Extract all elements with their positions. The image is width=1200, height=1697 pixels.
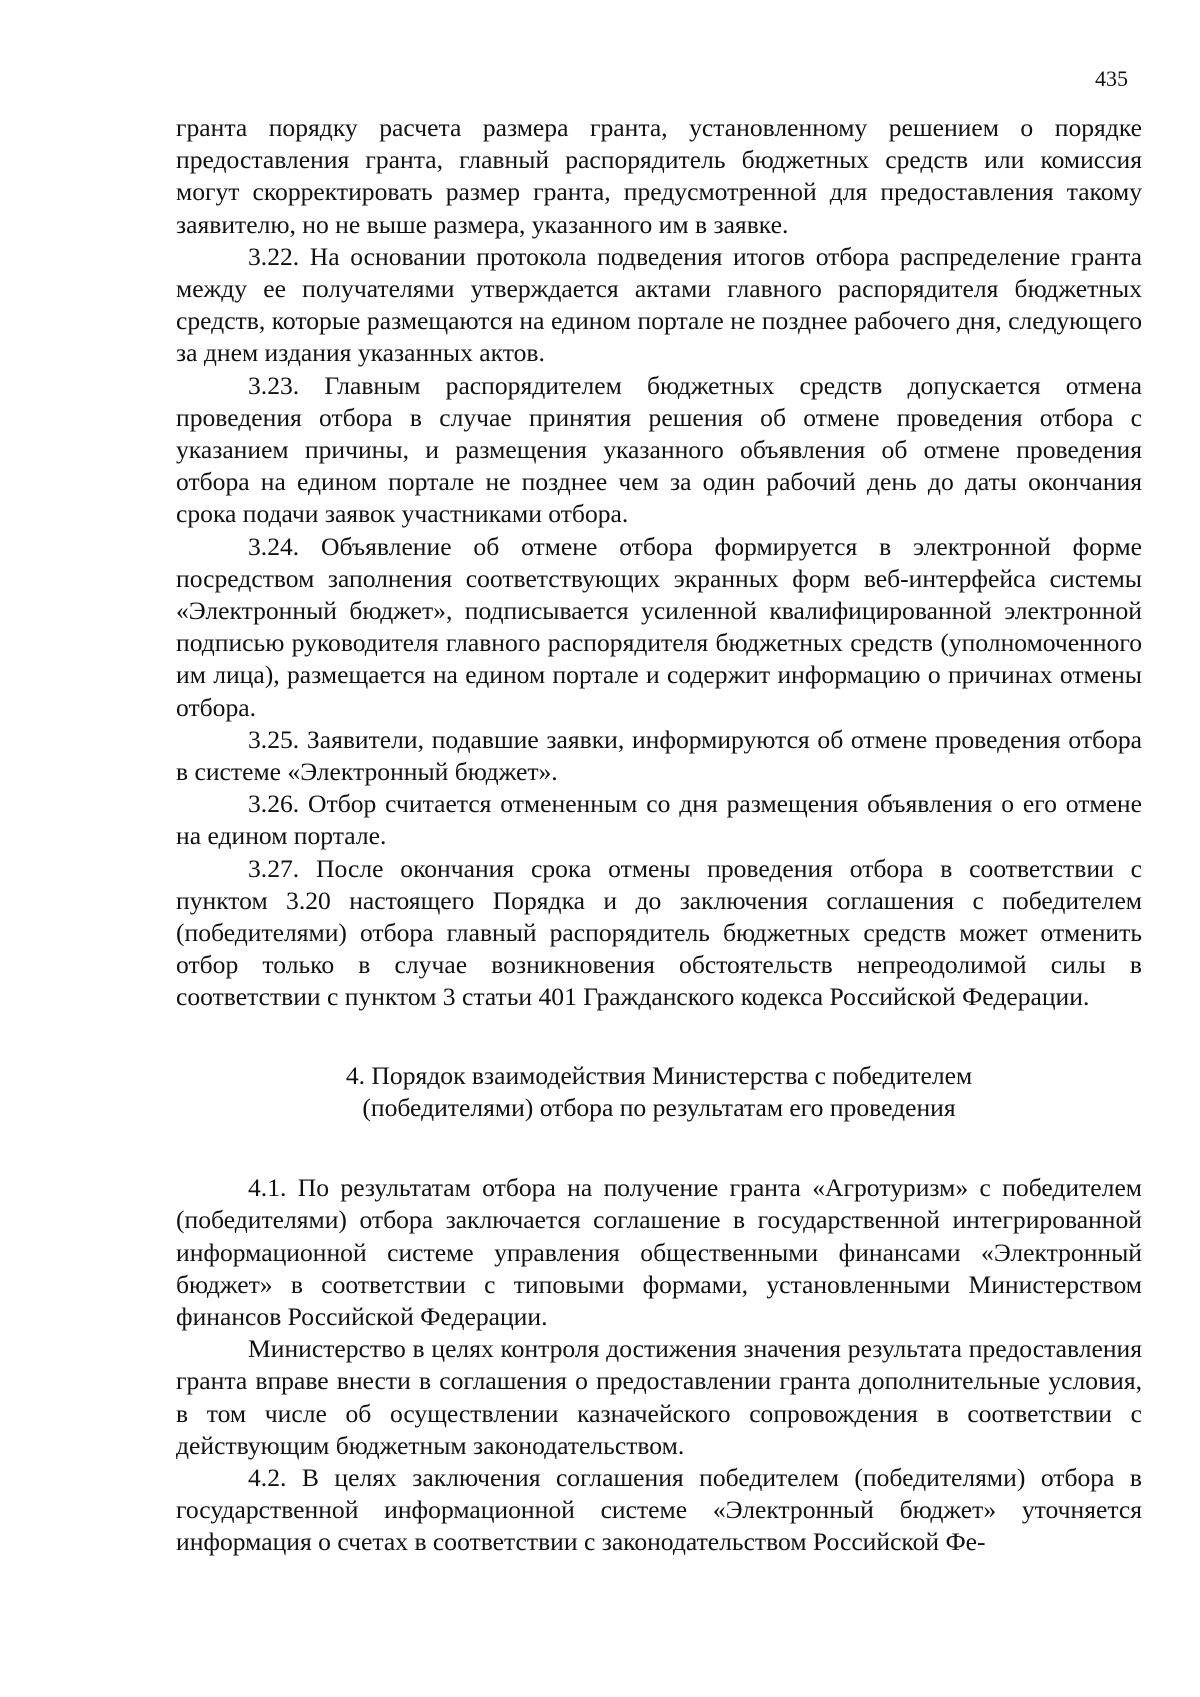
section-3-paragraphs — [176, 112, 1142, 1014]
paragraph-3-24: 3.24. Объявление об отмене отбора формируется в электронной форме посредством заполнения соответствующих экранных форм веб-интерфейса системы «Электронный бюджет», подписывается усиленной квалифицированной электронной подписью руководителя главного распорядителя бюджетных средств (уполномоченного им лица), размещается на едином портале и содержит информацию о причинах отмены отбора. — [176, 531, 1142, 722]
section-4-heading-line-2: (победителями) отбора по результатам его проведения — [362, 1092, 956, 1122]
document-body — [176, 112, 1142, 1559]
paragraph-4-2: 4.2. В целях заключения соглашения победителем (победителями) отбора в государственной информационной системе «Электронный бюджет» уточняется информация о счетах в соответствии с законодательством Российской Фе- — [176, 1462, 1142, 1557]
paragraph-3-26: 3.26. Отбор считается отмененным со дня размещения объявления о его отмене на едином портале. — [176, 789, 1142, 851]
paragraph-continuation: гранта порядку расчета размера гранта, установленному решением о порядке предоставления гранта, главный распорядитель бюджетных средств или комиссия могут скорректировать размер гранта, предусмотренной для предоставления такому заявителю, но не выше размера, указанного им в заявке. — [176, 113, 1142, 239]
section-4-heading — [176, 1060, 1142, 1124]
paragraph-3-27: 3.27. После окончания срока отмены проведения отбора в соответствии с пунктом 3.20 настоящего Порядка и до заключения соглашения с победителем (победителями) отбора главный распорядитель бюджетных средств может отменить отбор только в случае возникновения обстоятельств непреодолимой силы в соответствии с пунктом 3 статьи 401 Гражданского кодекса Российской Федерации. — [176, 853, 1142, 1012]
section-4-heading-line-1: 4. Порядок взаимодействия Министерства с победителем — [345, 1060, 973, 1090]
paragraph-3-25: 3.25. Заявители, подавшие заявки, информируются об отмене проведения отбора в системе «Электронный бюджет». — [176, 724, 1142, 787]
page-number: 435 — [1095, 66, 1128, 91]
paragraph-4-1: 4.1. По результатам отбора на получение гранта «Агротуризм» с победителем (победителями) отбора заключается соглашение в государственной интегрированной информационной системе управления общественными финансами «Электронный бюджет» в соответствии с типовыми формами, установленными Министерством финансов Российской Федерации. — [176, 1173, 1142, 1331]
section-4-paragraphs — [176, 1172, 1142, 1558]
paragraph-ministry-conditions: Министерство в целях контроля достижения значения результата предоставления гранта вправе внести в соглашения о предоставлении гранта дополнительные условия, в том числе об осуществлении казначейского сопровождения в соответствии с действующим бюджетным законодательством. — [176, 1334, 1142, 1460]
paragraph-3-23: 3.23. Главным распорядителем бюджетных средств допускается отмена проведения отбора в случае принятия решения об отмене проведения отбора с указанием причины, и размещения указанного объявления об отмене проведения отбора на едином портале не позднее чем за один рабочий день до даты окончания срока подачи заявок участниками отбора. — [176, 370, 1142, 529]
paragraph-3-22: 3.22. На основании протокола подведения итогов отбора распределение гранта между ее получателями утверждается актами главного распорядителя бюджетных средств, которые размещаются на едином портале не позднее рабочего дня, следующего за днем издания указанных актов. — [176, 241, 1142, 368]
